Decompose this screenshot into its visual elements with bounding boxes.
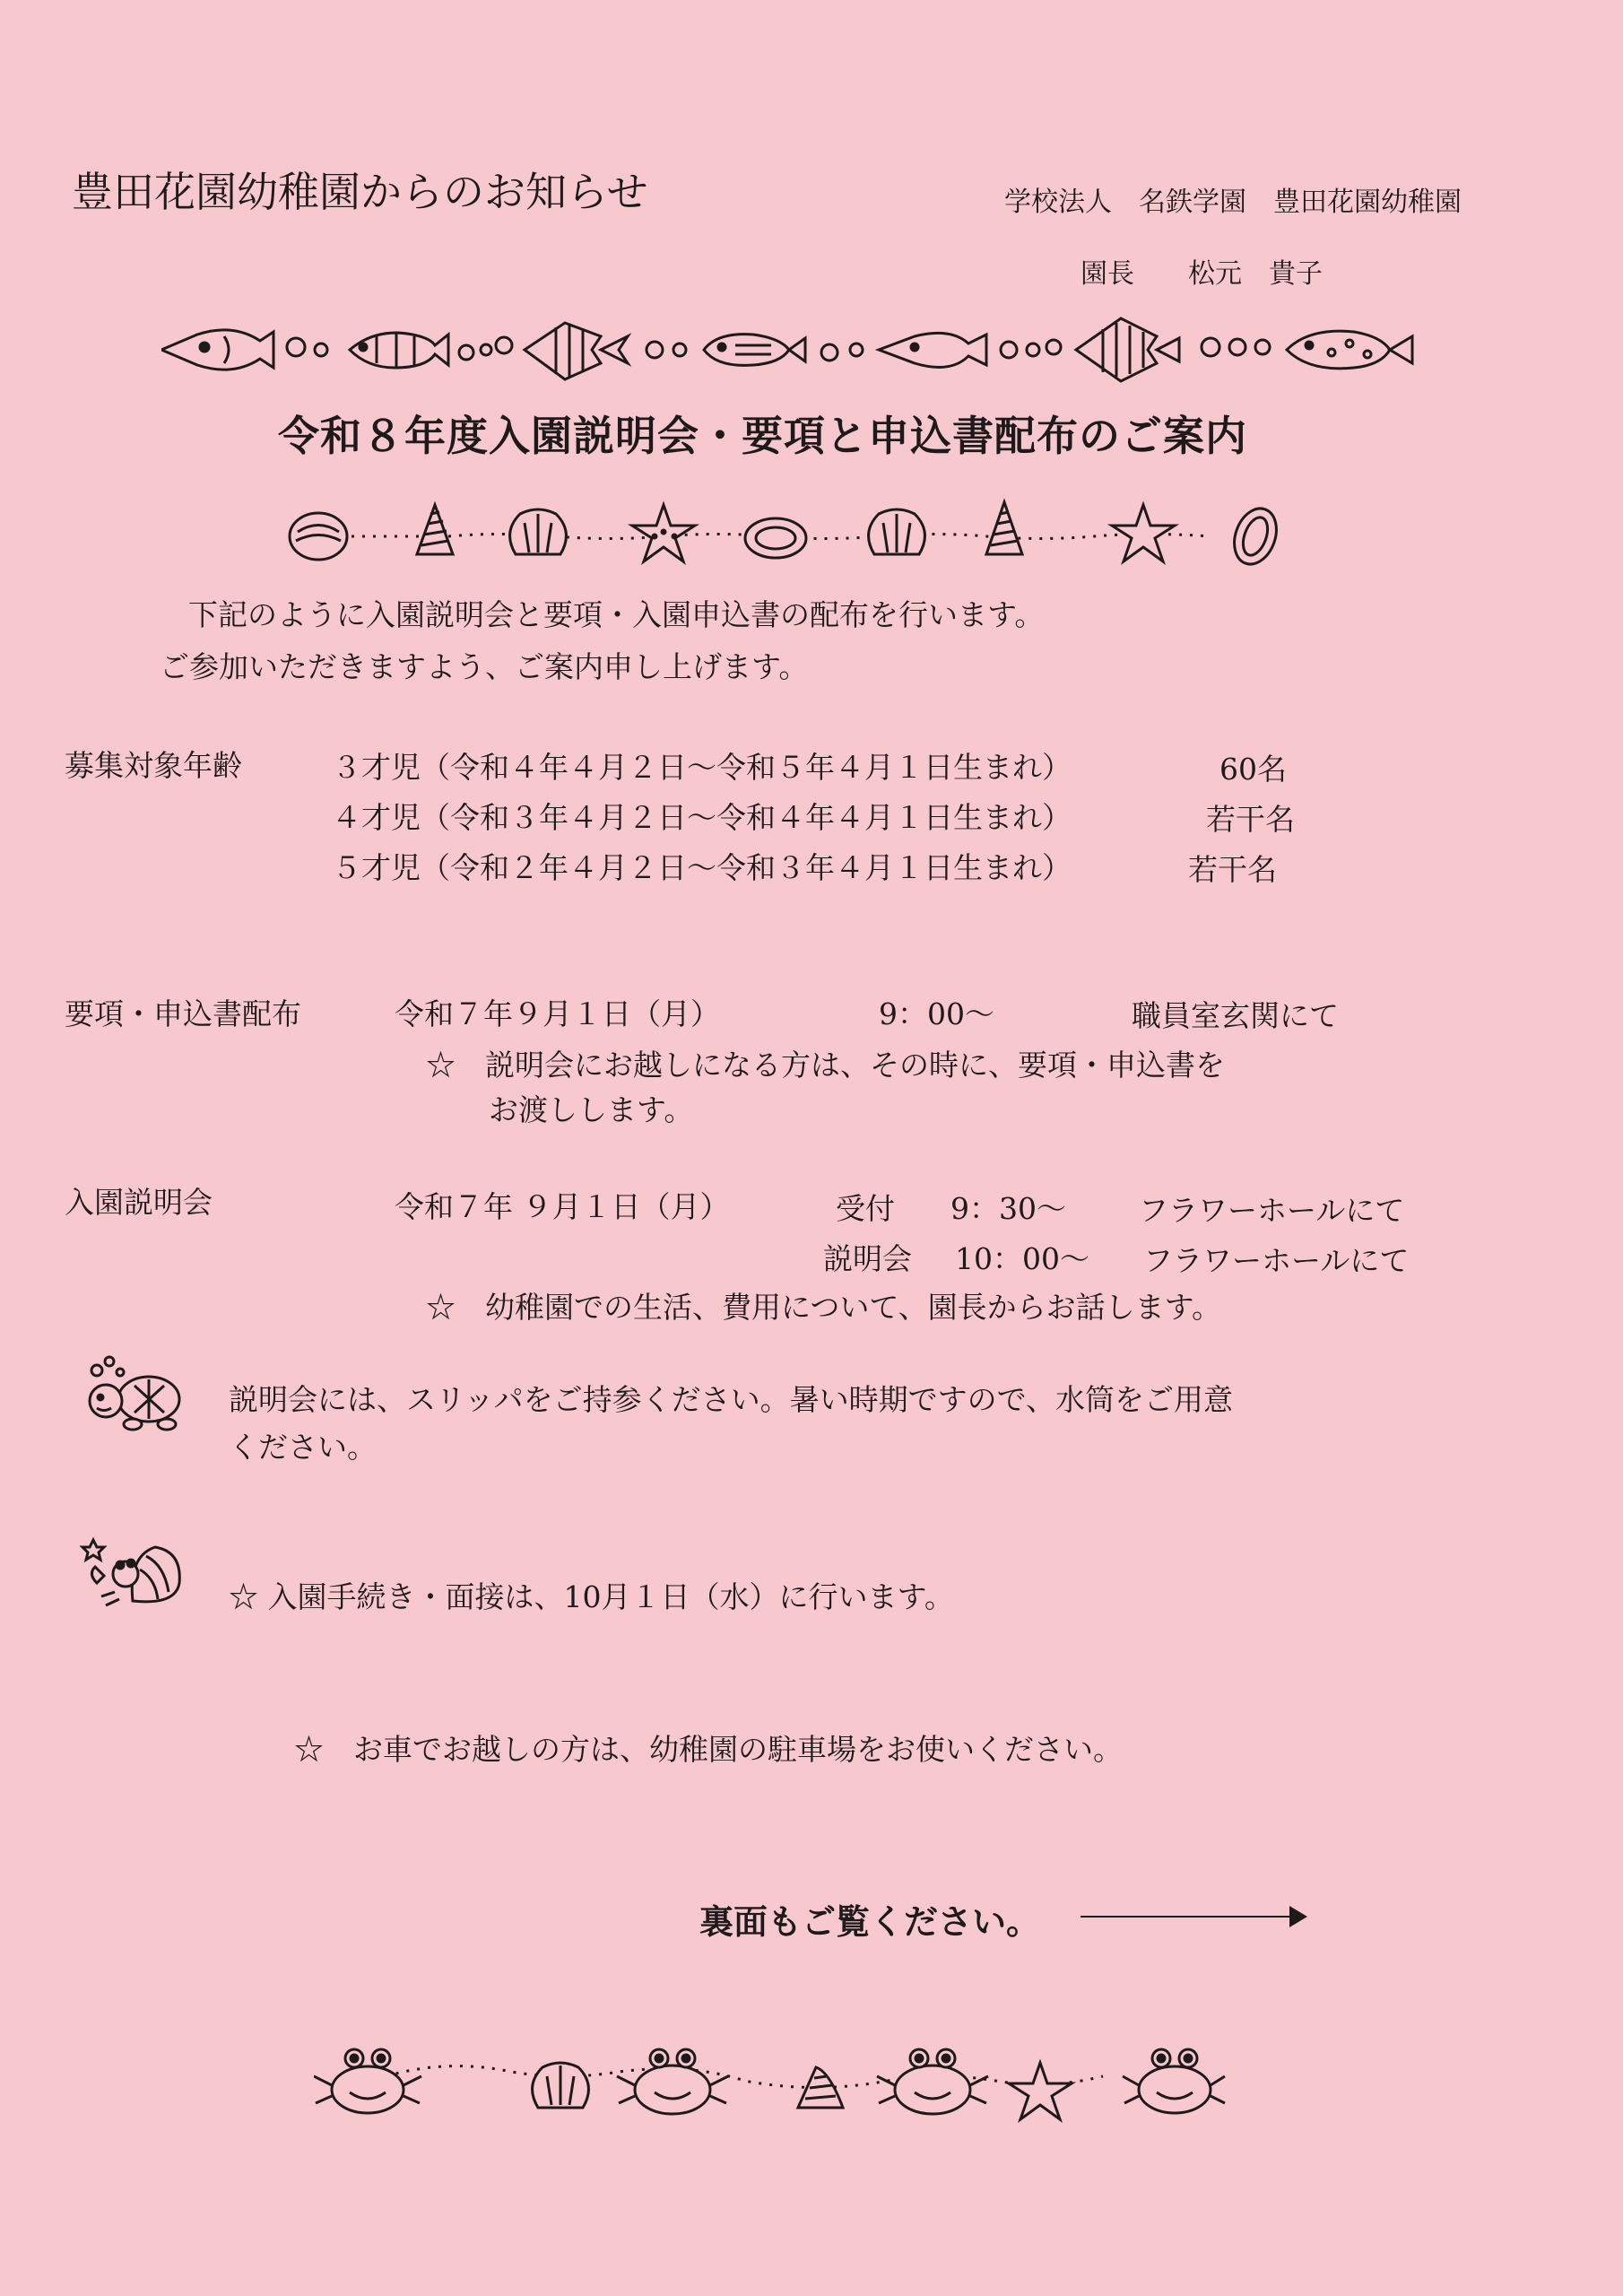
fish-icon — [161, 330, 273, 370]
back-page-note: 裏面もご覧ください。 — [699, 1901, 1041, 1942]
director-name: 園長 松元 貴子 — [1081, 258, 1323, 290]
fish-border — [161, 309, 1417, 390]
recruitment-count-4yo: 若干名 — [1206, 802, 1295, 837]
recruitment-row-5yo: ５才児（令和２年４月２日～令和３年４月１日生まれ） — [332, 850, 1072, 885]
slippers-note-2: ください。 — [229, 1430, 377, 1465]
distribution-label: 要項・申込書配布 — [65, 996, 301, 1031]
fish-icon — [350, 333, 448, 368]
crab-icon — [314, 2049, 421, 2113]
session-time: 10：00～ — [955, 1241, 1089, 1276]
intro-line-2: ご参加いただきますよう、ご案内申し上げます。 — [160, 649, 809, 684]
turtle-icon — [79, 1345, 187, 1439]
fish-icon — [1287, 331, 1412, 369]
interview-note: ☆ 入園手続き・面接は、10月１日（水）に行います。 — [229, 1579, 954, 1614]
distribution-time: 9：00～ — [879, 996, 994, 1031]
session-place: フラワーホールにて — [1143, 1243, 1410, 1278]
arrow-right-icon — [1081, 1916, 1300, 1918]
starfish-icon — [1009, 2063, 1072, 2119]
parking-note: ☆ お車でお越しの方は、幼稚園の駐車場をお使いください。 — [294, 1732, 1123, 1767]
distribution-note-1: ☆ 説明会にお越しになる方は、その時に、要項・申込書を — [426, 1048, 1225, 1083]
starfish-icon — [1112, 505, 1175, 561]
shell-icon — [290, 513, 347, 560]
recruitment-count-5yo: 若干名 — [1188, 852, 1277, 887]
recruitment-row-4yo: ４才児（令和３年４月２日～令和４年４月１日生まれ） — [332, 800, 1072, 835]
shell-icon — [1227, 502, 1283, 570]
distribution-place: 職員室玄関にて — [1132, 998, 1339, 1033]
document-title: 豊田花園幼稚園からのお知らせ — [72, 168, 648, 216]
shell-row-icons — [287, 491, 1300, 572]
fish-icon — [1076, 318, 1179, 381]
distribution-note-2: お渡しします。 — [489, 1092, 694, 1127]
briefing-date: 令和７年 ９月１日（月） — [395, 1189, 730, 1224]
recruitment-label: 募集対象年齢 — [65, 748, 242, 783]
shell-icon — [533, 2063, 589, 2108]
recruitment-row-3yo: ３才児（令和４年４月２日～令和５年４月１日生まれ） — [332, 750, 1072, 785]
crab-icon — [1123, 2049, 1225, 2113]
briefing-label: 入園説明会 — [65, 1185, 213, 1220]
slippers-note-1: 説明会には、スリッパをご持参ください。暑い時期ですので、水筒をご用意 — [229, 1382, 1234, 1417]
shell-border — [287, 491, 1300, 572]
reception-label: 受付 — [836, 1191, 895, 1226]
crab-border — [314, 2031, 1228, 2130]
fish-icon — [879, 333, 986, 367]
crab-icon — [617, 2049, 728, 2114]
reception-place: フラワーホールにて — [1139, 1193, 1405, 1228]
shell-icon — [869, 509, 925, 554]
shell-icon — [986, 502, 1022, 554]
shell-icon — [745, 518, 806, 558]
hermit-crab-icon — [79, 1529, 187, 1618]
briefing-note: ☆ 幼稚園での生活、費用について、園長からお話します。 — [426, 1290, 1222, 1325]
distribution-date: 令和７年９月１日（月） — [395, 996, 720, 1031]
recruitment-count-3yo: 60名 — [1219, 752, 1287, 787]
crab-row-icons — [314, 2031, 1228, 2130]
organization-name: 学校法人 名鉄学園 豊田花園幼稚園 — [1004, 187, 1462, 218]
announcement-headline: 令和８年度入園説明会・要項と申込書配布のご案内 — [278, 412, 1247, 460]
intro-line-1: 下記のように入園説明会と要項・入園申込書の配布を行います。 — [188, 597, 1045, 632]
arrow-head-icon — [1289, 1906, 1307, 1927]
crab-icon — [877, 2049, 988, 2114]
session-label: 説明会 — [823, 1241, 912, 1276]
fish-row-icons — [161, 309, 1417, 390]
reception-time: 9：30～ — [950, 1191, 1066, 1226]
shell-icon — [417, 505, 453, 554]
fish-icon — [525, 323, 628, 379]
fish-icon — [704, 335, 805, 366]
shell-icon — [510, 509, 567, 554]
starfish-icon — [632, 505, 695, 561]
